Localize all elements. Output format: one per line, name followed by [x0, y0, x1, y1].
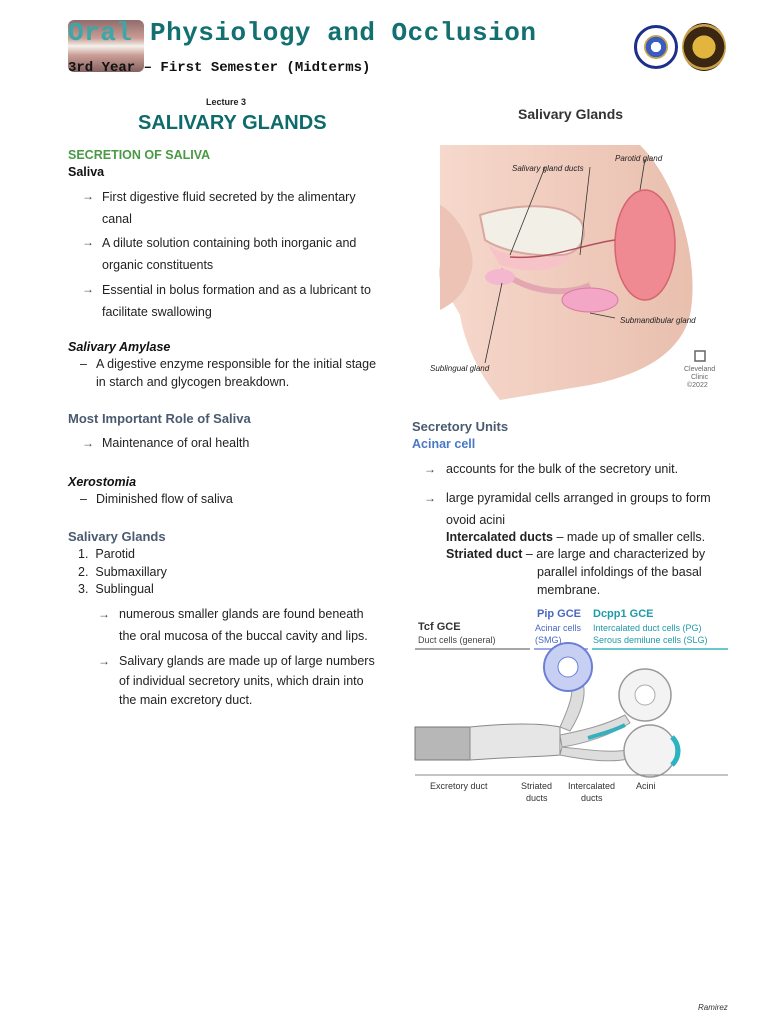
acinar-point-1: accounts for the bulk of the secretory unit.: [446, 462, 679, 476]
dash-bullet: –: [80, 492, 87, 506]
arrow-bullet-icon: →: [82, 235, 94, 249]
glands-heading: Salivary Glands: [68, 529, 166, 544]
amylase-label: Salivary Amylase: [68, 340, 171, 354]
role-point: Maintenance of oral health: [102, 436, 250, 450]
col1-title: Tcf GCE: [418, 621, 461, 633]
arrow-bullet-icon: →: [424, 491, 436, 505]
col1-sub: Duct cells (general): [418, 635, 496, 645]
bottom-striated: Striated: [521, 781, 553, 791]
header-title-oral: Oral: [68, 18, 133, 48]
credit-1: Cleveland: [684, 366, 716, 373]
figure-title: Salivary Glands: [518, 106, 624, 122]
section-heading-secretion: SECRETION OF SALIVA: [68, 148, 211, 162]
role-heading: Most Important Role of Saliva: [68, 411, 251, 426]
page-title: SALIVARY GLANDS: [138, 112, 327, 134]
bottom-striated-2: ducts: [526, 793, 548, 803]
dash-bullet: –: [80, 357, 87, 371]
arrow-bullet-icon: →: [82, 189, 94, 203]
arrow-bullet-icon: →: [82, 436, 94, 450]
acinus-slg: [624, 725, 676, 777]
gland-note-1: numerous smaller glands are found beneath the oral mucosa of the buccal cavity and lips.: [119, 607, 368, 643]
university-logo: [634, 25, 678, 69]
col2-sub-2: (SMG): [535, 635, 562, 645]
saliva-label: Saliva: [68, 165, 105, 179]
arrow-bullet-icon: →: [82, 282, 94, 296]
saliva-point-3: Essential in bolus formation and as a lubricant to facilitate swallowing: [102, 283, 371, 319]
arrow-bullet-icon: →: [98, 654, 110, 668]
gland-list: 1. Parotid 2. Submaxillary 3. Sublingual: [78, 547, 167, 596]
striated-line: Striated duct – are large and characterized by: [446, 547, 706, 561]
bottom-intercalated-2: ducts: [581, 793, 603, 803]
intercalated-line: Intercalated ducts – made up of smaller cells.: [446, 530, 706, 544]
acinar-point-2: large pyramidal cells arranged in groups to form ovoid acini: [446, 491, 711, 527]
col3-sub-2: Serous demilune cells (SLG): [593, 635, 708, 645]
xerostomia-text: Diminished flow of saliva: [96, 492, 233, 506]
col3-title: Dcpp1 GCE: [593, 608, 654, 620]
bottom-intercalated: Intercalated: [568, 781, 616, 791]
xerostomia-label: Xerostomia: [68, 475, 137, 489]
bottom-acini: Acini: [636, 781, 656, 791]
col3-sub-1: Intercalated duct cells (PG): [593, 623, 702, 633]
saliva-point-1: First digestive fluid secreted by the alimentary canal: [102, 190, 356, 226]
lecture-label: Lecture 3: [206, 97, 247, 107]
arrow-bullet-icon: →: [98, 607, 110, 621]
header-title: Physiology and Occlusion: [150, 18, 537, 48]
credit-3: ©2022: [687, 382, 708, 389]
bottom-excretory: Excretory duct: [430, 781, 488, 791]
amylase-text: A digestive enzyme responsible for the initial stage in starch and glycogen breakdown.: [96, 357, 377, 389]
college-seal-logo: [682, 23, 726, 71]
col2-sub-1: Acinar cells: [535, 623, 582, 633]
acinar-heading: Acinar cell: [412, 437, 476, 451]
striated-continuation: parallel infoldings of the basal membrane.: [537, 565, 702, 597]
salivary-glands-illustration: [430, 145, 730, 405]
label-sublingual: Sublingual gland: [430, 364, 490, 373]
acini-duct-diagram: [410, 605, 730, 810]
label-parotid: Parotid gland: [615, 154, 663, 163]
secretory-heading: Secretory Units: [412, 419, 509, 434]
col2-title: Pip GCE: [537, 608, 582, 620]
label-ducts: Salivary gland ducts: [512, 164, 584, 173]
label-submandibular: Submandibular gland: [620, 316, 696, 325]
arrow-bullet-icon: →: [424, 462, 436, 476]
header-subtitle: 3rd Year – First Semester (Midterms): [68, 60, 371, 76]
gland-note-2: Salivary glands are made up of large numbers of individual secretory units, which drain into the main excretory duct.: [119, 654, 375, 707]
footer-author: Ramirez: [698, 1003, 728, 1012]
credit-2: Clinic: [691, 374, 709, 381]
saliva-point-2: A dilute solution containing both inorganic and organic constituents: [102, 236, 357, 272]
